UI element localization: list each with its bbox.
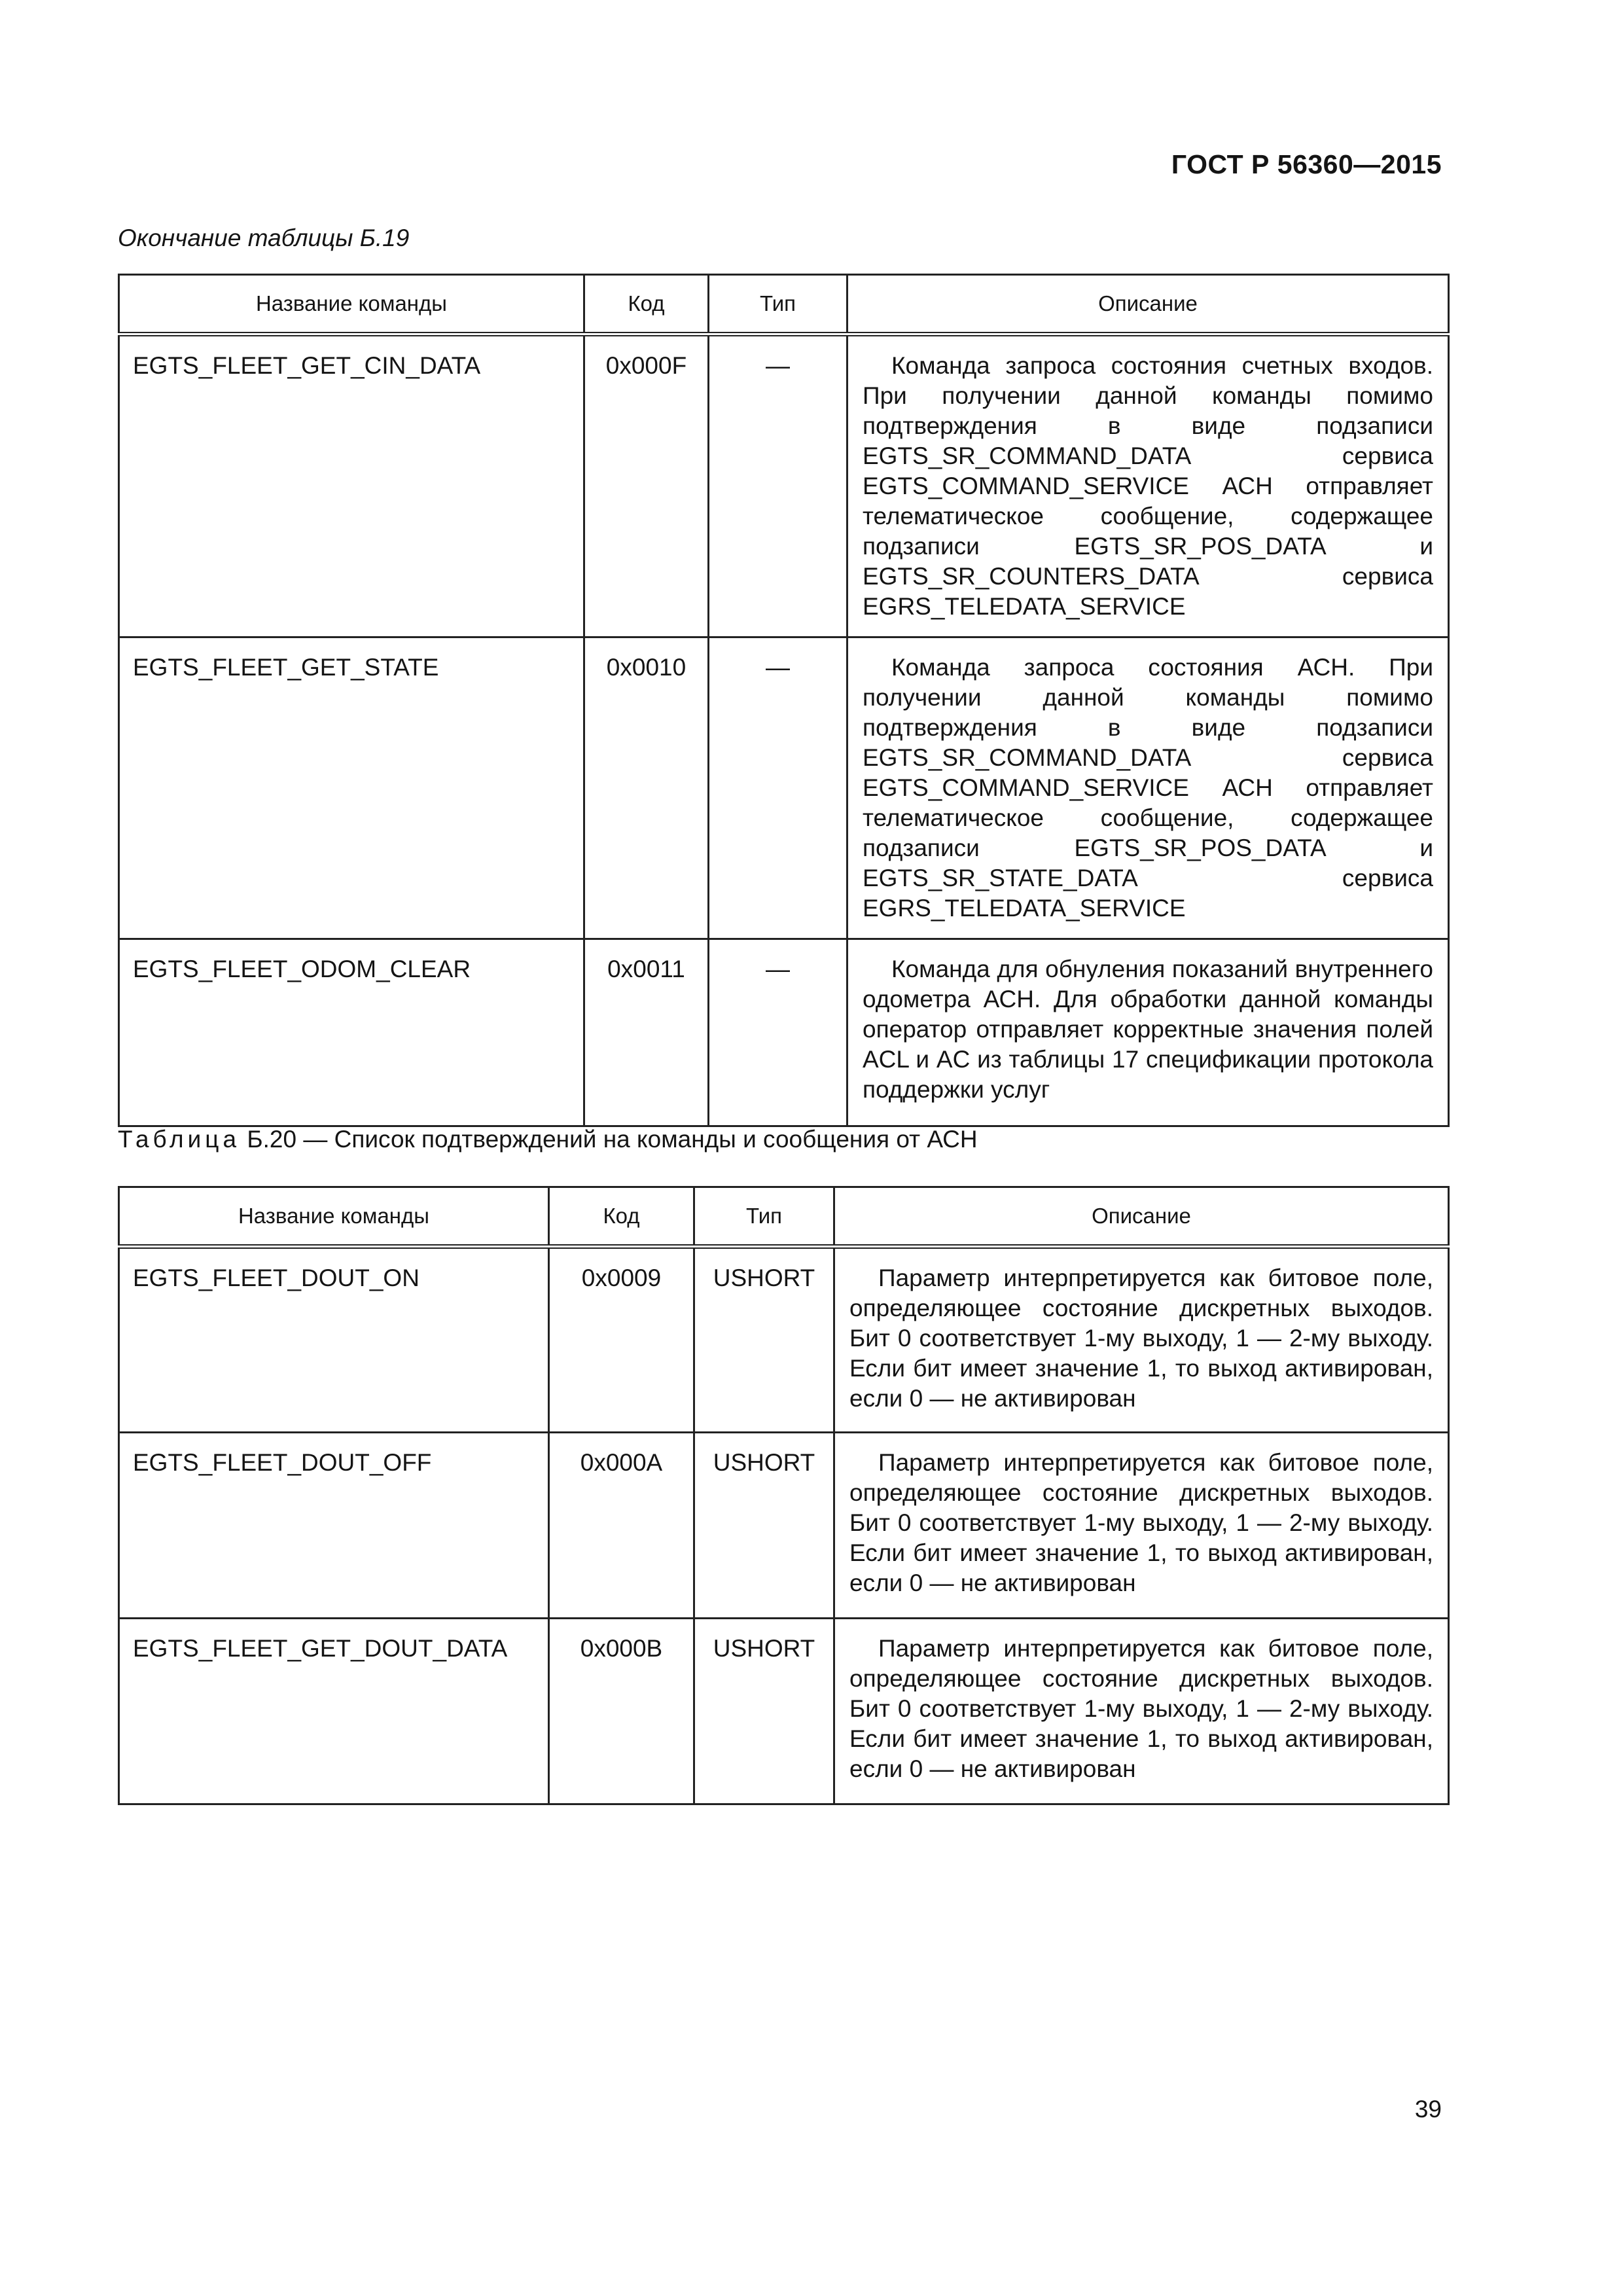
description-cell [847,334,1449,637]
code-cell: 0x000A [549,1433,694,1619]
table-19-continuation-caption: Окончание таблицы Б.19 [118,224,410,251]
description-text: Параметр интерпретируется как битовое поле, определяющее состояние дискретных выходов. Бит 0 соответствует 1-му выходу, 1 — 2-му выходу. Если бит имеет значение 1, то выход активирован, если 0 — не активирован [849,1635,1433,1782]
command-name-cell: EGTS_FLEET_GET_CIN_DATA [119,334,584,637]
code-cell: 0x000B [549,1619,694,1804]
table-20-caption-label: Таблица [118,1126,241,1153]
column-header-name: Название команды [119,1187,549,1247]
table-header-row [119,1187,1449,1247]
column-header-type: Тип [709,275,847,334]
column-header-code: Код [549,1187,694,1247]
table-row [119,1247,1449,1433]
code-cell: 0x0011 [584,939,709,1126]
table-row [119,939,1449,1126]
command-name-cell: EGTS_FLEET_ODOM_CLEAR [119,939,584,1126]
table-row [119,1433,1449,1619]
table-20-caption-text: Б.20 — Список подтверждений на команды и сообщения от АСН [240,1126,978,1153]
code-cell: 0x0009 [549,1247,694,1433]
description-cell [834,1619,1449,1804]
command-name-cell: EGTS_FLEET_DOUT_OFF [119,1433,549,1619]
column-header-code: Код [584,275,709,334]
table-20 [118,1186,1450,1805]
table-20-caption [118,1126,978,1153]
description-text: Команда запроса состояния АСН. При получении данной команды помимо подтверждения в виде подзаписи EGTS_SR_COMMAND_DATA сервиса EGTS_COMMAND_SERVICE АСН отправляет телематическое сообщение, содержащее подзаписи EGTS_SR_POS_DATA и EGTS_SR_STATE_DATA сервиса EGRS_TELEDATA_SERVICE [863,654,1433,922]
table-row [119,1619,1449,1804]
description-cell [847,637,1449,939]
description-cell [834,1433,1449,1619]
type-cell: — [709,334,847,637]
code-cell: 0x000F [584,334,709,637]
document-standard-header: ГОСТ Р 56360—2015 [1171,149,1442,179]
command-name-cell: EGTS_FLEET_GET_STATE [119,637,584,939]
command-name-cell: EGTS_FLEET_GET_DOUT_DATA [119,1619,549,1804]
code-cell: 0x0010 [584,637,709,939]
description-text: Команда для обнуления показаний внутреннего одометра АСН. Для обработки данной команды оператор отправляет корректные значения полей ACL и AC из таблицы 17 спецификации протокола поддержки услуг [863,956,1433,1103]
column-header-name: Название команды [119,275,584,334]
column-header-description: Описание [834,1187,1449,1247]
type-cell: USHORT [694,1619,834,1804]
type-cell: — [709,939,847,1126]
type-cell: USHORT [694,1247,834,1433]
type-cell: — [709,637,847,939]
page-number: 39 [1414,2096,1442,2123]
description-cell [834,1247,1449,1433]
description-cell [847,939,1449,1126]
type-cell: USHORT [694,1433,834,1619]
column-header-type: Тип [694,1187,834,1247]
table-header-row [119,275,1449,334]
table-row [119,334,1449,637]
command-name-cell: EGTS_FLEET_DOUT_ON [119,1247,549,1433]
table-19 [118,274,1450,1127]
table-row [119,637,1449,939]
description-text: Параметр интерпретируется как битовое поле, определяющее состояние дискретных выходов. Бит 0 соответствует 1-му выходу, 1 — 2-му выходу. Если бит имеет значение 1, то выход активирован, если 0 — не активирован [849,1449,1433,1596]
description-text: Команда запроса состояния счетных входов. При получении данной команды помимо подтверждения в виде подзаписи EGTS_SR_COMMAND_DATA сервиса EGTS_COMMAND_SERVICE АСН отправляет телематическое сообщение, содержащее подзаписи EGTS_SR_POS_DATA и EGTS_SR_COUNTERS_DATA сервиса EGRS_TELEDATA_SERVICE [863,352,1433,620]
description-text: Параметр интерпретируется как битовое поле, определяющее состояние дискретных выходов. Бит 0 соответствует 1-му выходу, 1 — 2-му выходу. Если бит имеет значение 1, то выход активирован, если 0 — не активирован [849,1265,1433,1412]
column-header-description: Описание [847,275,1449,334]
